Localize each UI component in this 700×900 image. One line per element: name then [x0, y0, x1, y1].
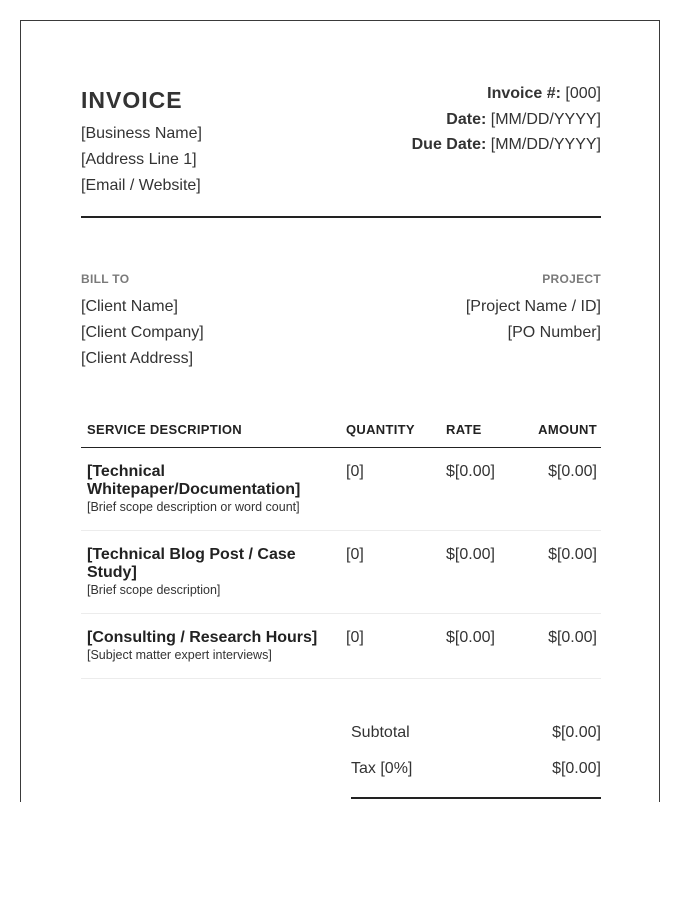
header-amount: AMOUNT [538, 422, 597, 437]
invoice-number-row [412, 81, 601, 107]
tax-row [351, 757, 601, 793]
business-address: [Address Line 1] [81, 151, 197, 168]
item-rate: $[0.00] [446, 463, 495, 480]
item-amount: $[0.00] [548, 546, 597, 563]
project-name: [Project Name / ID] [465, 298, 601, 315]
client-company: [Client Company] [81, 324, 204, 341]
tax-value: $[0.00] [552, 760, 601, 777]
bill-to-label: BILL TO [81, 272, 130, 286]
item-name: [Consulting / Research Hours] [87, 629, 318, 646]
header-rate: RATE [446, 422, 482, 437]
item-quantity: [0] [346, 546, 364, 563]
item-amount: $[0.00] [548, 463, 597, 480]
row-description [87, 463, 327, 515]
due-date-row [412, 132, 601, 158]
header-service-description: SERVICE DESCRIPTION [87, 422, 242, 437]
row-description [87, 546, 327, 598]
invoice-title: INVOICE [81, 87, 183, 113]
invoice-date-value: [MM/DD/YYYY] [490, 110, 601, 128]
invoice-date-label: Date: [446, 110, 487, 128]
subtotal-value: $[0.00] [552, 724, 601, 741]
table-row [81, 614, 601, 679]
item-name: [Technical Whitepaper/Documentation] [87, 463, 301, 498]
client-name: [Client Name] [81, 298, 178, 315]
invoice-date-row [412, 107, 601, 133]
table-row [81, 531, 601, 614]
business-name: [Business Name] [81, 125, 202, 142]
header-quantity: QUANTITY [346, 422, 415, 437]
row-description [87, 629, 337, 663]
business-email-website: [Email / Website] [81, 177, 201, 194]
item-subtext: [Subject matter expert interviews] [87, 648, 272, 662]
project-section [466, 272, 601, 346]
tax-label: Tax [0%] [351, 760, 413, 777]
table-header [81, 418, 601, 448]
due-date-value: [MM/DD/YYYY] [490, 136, 601, 153]
project-label: PROJECT [542, 272, 601, 286]
item-subtext: [Brief scope description or word count] [87, 500, 300, 514]
services-table [81, 418, 601, 679]
invoice-number-label: Invoice #: [487, 85, 561, 102]
business-info [81, 121, 202, 199]
item-quantity: [0] [346, 463, 364, 480]
header-divider [81, 216, 601, 218]
invoice-page [20, 20, 660, 802]
item-amount: $[0.00] [548, 629, 597, 646]
totals-divider [351, 797, 601, 799]
client-address: [Client Address] [81, 350, 194, 367]
table-row [81, 448, 601, 531]
totals-section [351, 721, 601, 793]
item-rate: $[0.00] [446, 629, 495, 646]
item-name: [Technical Blog Post / Case Study] [87, 546, 296, 581]
invoice-meta [412, 81, 601, 158]
bill-to-section [81, 272, 204, 372]
item-rate: $[0.00] [446, 546, 495, 563]
item-quantity: [0] [346, 629, 364, 646]
due-date-label: Due Date: [411, 136, 487, 153]
po-number: [PO Number] [507, 324, 601, 341]
subtotal-label: Subtotal [351, 724, 410, 741]
item-subtext: [Brief scope description] [87, 583, 221, 597]
subtotal-row [351, 721, 601, 757]
invoice-number-value: [000] [565, 85, 601, 102]
invoice-header [81, 87, 601, 197]
